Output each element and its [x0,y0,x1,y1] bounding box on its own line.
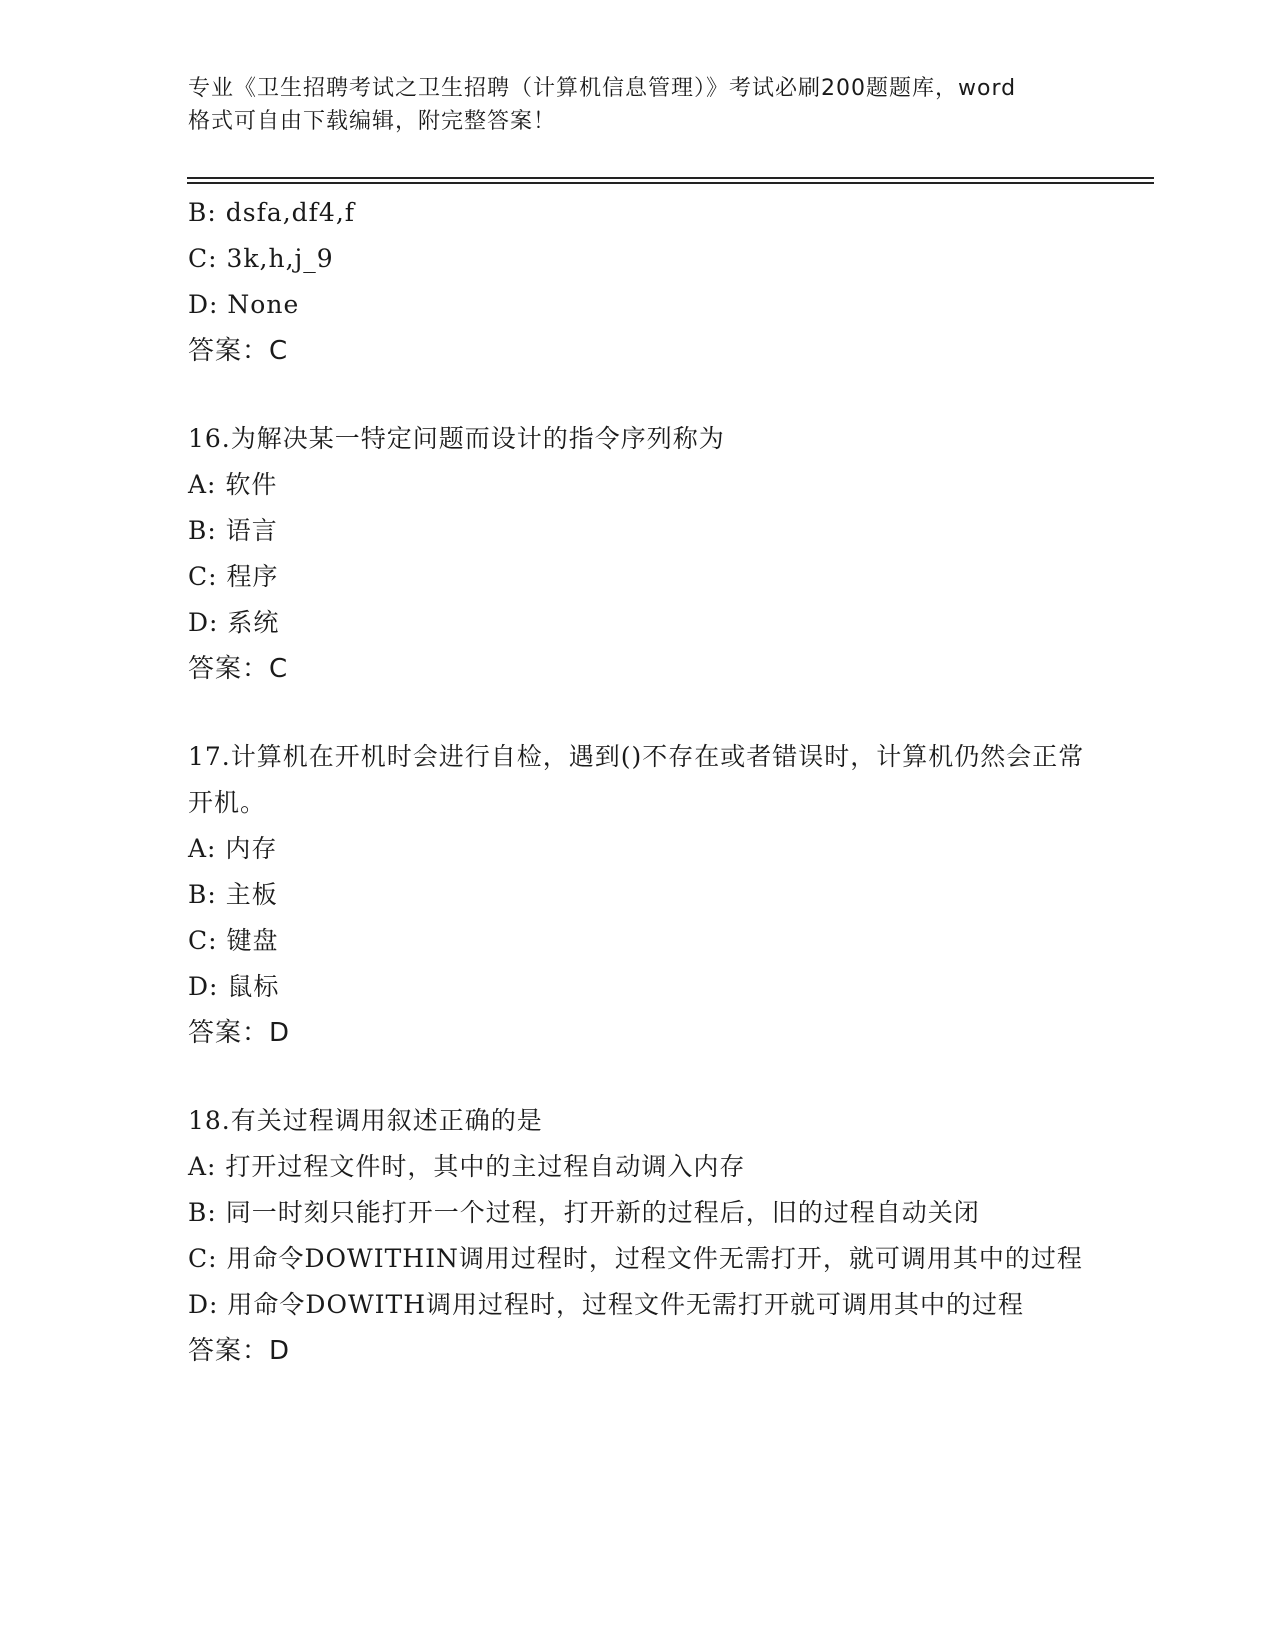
option-b: B: 语言 [188,516,278,545]
option-d: D: 用命令DOWITH调用过程时，过程文件无需打开就可调用其中的过程 [188,1290,1025,1319]
header-line-1: 专业《卫生招聘考试之卫生招聘（计算机信息管理）》考试必刷200题题库，word [188,76,1017,101]
header-line-2: 格式可自由下载编辑，附完整答案！ [188,109,557,134]
question-list [188,190,1088,1374]
answer: 答案：D [188,1018,291,1048]
question-18 [188,1098,1088,1374]
spacer [188,1056,1088,1098]
option-b: B: dsfa,df4,f [188,198,356,227]
option-c: C: 用命令DOWITHIN调用过程时，过程文件无需打开，就可调用其中的过程 [188,1244,1083,1273]
spacer [188,374,1088,416]
answer: 答案：C [188,336,289,366]
header-divider-top [187,177,1154,179]
question-text: 17.计算机在开机时会进行自检，遇到()不存在或者错误时，计算机仍然会正常开机。 [188,742,1085,817]
question-16 [188,416,1088,692]
question-17 [188,734,1088,1056]
option-c: C: 3k,h,j_9 [188,244,334,273]
question-text: 16.为解决某一特定问题而设计的指令序列称为 [188,424,725,453]
option-a: A: 软件 [188,470,278,499]
option-b: B: 同一时刻只能打开一个过程，打开新的过程后，旧的过程自动关闭 [188,1198,980,1227]
option-b: B: 主板 [188,880,278,909]
option-d: D: 鼠标 [188,972,280,1001]
option-a: A: 内存 [188,834,278,863]
option-d: D: None [188,290,300,319]
option-d: D: 系统 [188,608,280,637]
answer: 答案：D [188,1336,291,1366]
question-15-tail [188,190,1088,374]
header-divider-bottom [187,182,1154,184]
spacer [188,692,1088,734]
question-text: 18.有关过程调用叙述正确的是 [188,1106,543,1135]
option-c: C: 程序 [188,562,279,591]
answer: 答案：C [188,654,289,684]
option-a: A: 打开过程文件时，其中的主过程自动调入内存 [188,1152,746,1181]
option-c: C: 键盘 [188,926,279,955]
document-header [188,72,1088,138]
